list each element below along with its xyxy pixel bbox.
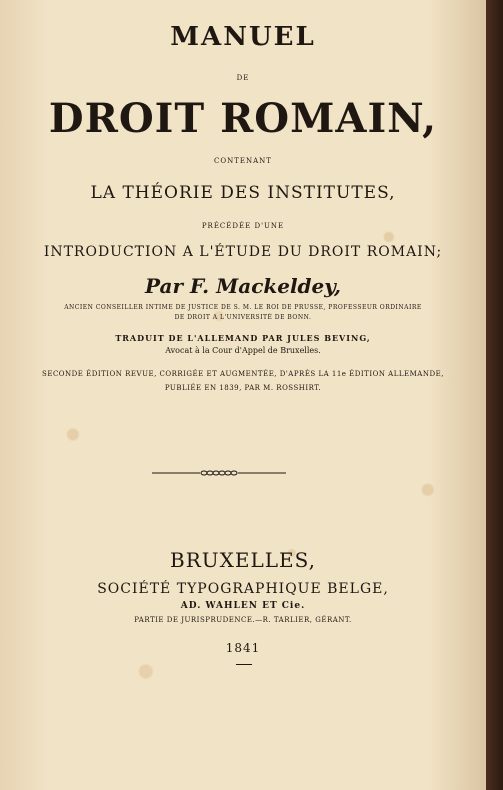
publication-year: 1841 <box>0 641 486 655</box>
title-de: DE <box>236 74 250 82</box>
translator: TRADUIT DE L'ALLEMAND PAR JULES BEVING, <box>115 333 371 343</box>
subtitle-theorie: LA THÉORIE DES INSTITUTES, <box>90 183 396 203</box>
title-droit-romain: DROIT ROMAIN, <box>48 95 438 142</box>
author-credentials-2: DE DROIT A L'UNIVERSITÉ DE BONN. <box>174 314 312 321</box>
subtitle-introduction: INTRODUCTION A L'ÉTUDE DU DROIT ROMAIN; <box>43 244 443 260</box>
author-name: Par F. Mackeldey, <box>145 274 341 298</box>
imprint-printer: AD. WAHLEN ET Cie. <box>180 601 306 611</box>
edition-note: SECONDE ÉDITION REVUE, CORRIGÉE ET AUGMENTÉE, D'APRÈS LA 11e ÉDITION ALLEMANDE, <box>42 370 444 378</box>
author-credentials-1: ANCIEN CONSEILLER INTIME DE JUSTICE DE S. M. LE ROI DE PRUSSE, PROFESSEUR ORDINAIRE <box>64 304 422 311</box>
page-edge <box>486 0 503 790</box>
publication-note: PUBLIÉE EN 1839, PAR M. ROSSHIRT. <box>164 384 322 392</box>
imprint-series: PARTIE DE JURISPRUDENCE.—R. TARLIER, GÉRANT. <box>134 616 352 624</box>
subtitle-contenant: CONTENANT <box>214 157 272 165</box>
title-manuel: MANUEL <box>170 22 316 52</box>
imprint-publisher: SOCIÉTÉ TYPOGRAPHIQUE BELGE, <box>97 581 389 597</box>
translator-title: Avocat à la Cour d'Appel de Bruxelles. <box>165 346 321 355</box>
subtitle-precedee: PRÉCÉDÉE D'UNE <box>201 222 285 230</box>
imprint-city: BRUXELLES, <box>170 548 316 572</box>
ornament-divider-icon <box>152 470 286 476</box>
